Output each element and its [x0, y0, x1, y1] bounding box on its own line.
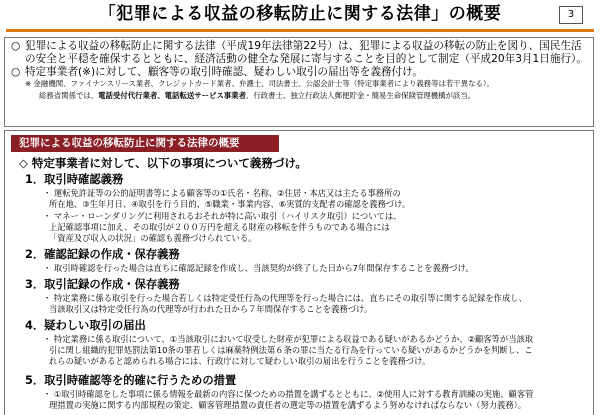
section-1-line: 所在地、③生年月日、④取引を行う目的、⑤職業・事業内容、⑥実質的支配者の確認を義務づけ。 [49, 199, 411, 209]
section-3-line: 当該取引又は特定受任行為の代理等が行われた日から７年間保存することを義務づけ。 [49, 304, 373, 314]
section-4-line: れらの疑いがあると認められる場合には、行政庁に対して疑わしい取引の届出を行うことを義務づけ。 [49, 356, 431, 366]
section-1-line: ・ 運転免許証等の公的証明書等による顧客等の①氏名・名称、②住居・本店又は主たる事務所の [43, 188, 401, 198]
circle-bullet-icon: ○ [11, 40, 21, 52]
section-5-line: ・ ①取引時確認をした事項に係る情報を最新の内容に保つための措置を講ずるとともに、②使用人に対する教育訓練の実施、顧客管 [43, 389, 534, 399]
section-5-line: 理措置の実施に関する内部規程の策定、顧客管理措置の責任者の選定等の措置を講ずるよう努めなければならない（努力義務）。 [49, 400, 527, 410]
section-1-line: 上記確認事項に加え、その取引が２００万円を超える財産の移転を伴うものである場合には [49, 222, 390, 232]
overview-header: 犯罪による収益の移転防止に関する法律の概要 [11, 135, 279, 152]
intro-paragraph-2 [11, 66, 587, 79]
section-2-line: ・ 取引時確認を行った場合は直ちに確認記録を作成し、当該契約が終了した日から7年間保存することを義務づけ。 [43, 263, 474, 273]
note2-bold: 電話受付代行業者、電話転送サービス事業者 [98, 91, 246, 100]
section-title-2: 2．確認記録の作成・保存義務 [25, 248, 180, 261]
note2-prefix: 総務省関係では、 [39, 91, 99, 100]
section-4-line: 引に関し組織的犯罪処罰法第10条の罪若しくは麻薬特例法第６条の罪に当たる行為を行っている疑いがあるかどうかを判断し、こ [49, 345, 533, 355]
intro-paragraph-1 [11, 40, 587, 66]
title-underline [6, 29, 594, 32]
section-3-line: ・ 特定業務に係る取引を行った場合若しくは特定受任行為の代理等を行った場合には、直ちにその取引等に関する記録を作成し、 [43, 293, 527, 303]
circle-bullet-icon: ○ [11, 66, 21, 78]
note2-suffix: 、行政書士、独立行政法人郵便貯金・簡易生命保険管理機構が該当。 [245, 91, 476, 100]
overview-lead: ◇ 特定事業者に対して、以下の事項について義務づけ。 [19, 156, 307, 170]
section-4-line: ・ 特定業務に係る取引について、①当該取引において収受した財産が犯罪による収益である疑いがあるかどうか、②顧客等が当該取 [43, 334, 534, 344]
section-1-line: 「資産及び収入の状況」の確認も義務づけられている。 [49, 233, 257, 243]
intro-box [4, 37, 594, 127]
section-title-5: 5．取引時確認等を的確に行うための措置 [25, 374, 237, 387]
page-title: 「犯罪による収益の移転防止に関する法律」の概要 [98, 4, 502, 24]
page-number: 3 [559, 6, 583, 24]
intro-text-1: 犯罪による収益の移転防止に関する法律（平成19年法律第22号）は、犯罪による収益の移転の防止を図り、国民生活の安全と平穏を確保するとともに、経済活動の健全な発展に寄与することを目的として制定（平成20年3月1日施行）。 [25, 40, 587, 65]
overview-box [4, 130, 594, 415]
section-title-4: 4．疑わしい取引の届出 [25, 319, 146, 332]
section-1-line: ・ マネー・ローンダリングに利用されるおそれが特に高い取引（ハイリスク取引）については、 [43, 211, 402, 221]
intro-note-1: ※ 金融機関、ファイナンスリース業者、クレジットカード業者、弁護士、司法書士、公認会計士等（特定事業者により義務等は若干異なる）。 [25, 79, 494, 88]
intro-text-2: 特定事業者(※)に対して、顧客等の取引時確認、疑わしい取引の届出等を義務付け。 [25, 66, 423, 78]
intro-note-2 [11, 91, 587, 101]
section-title-3: 3．取引記録の作成・保存義務 [25, 278, 180, 291]
section-title-1: 1．取引時確認義務 [25, 173, 124, 186]
